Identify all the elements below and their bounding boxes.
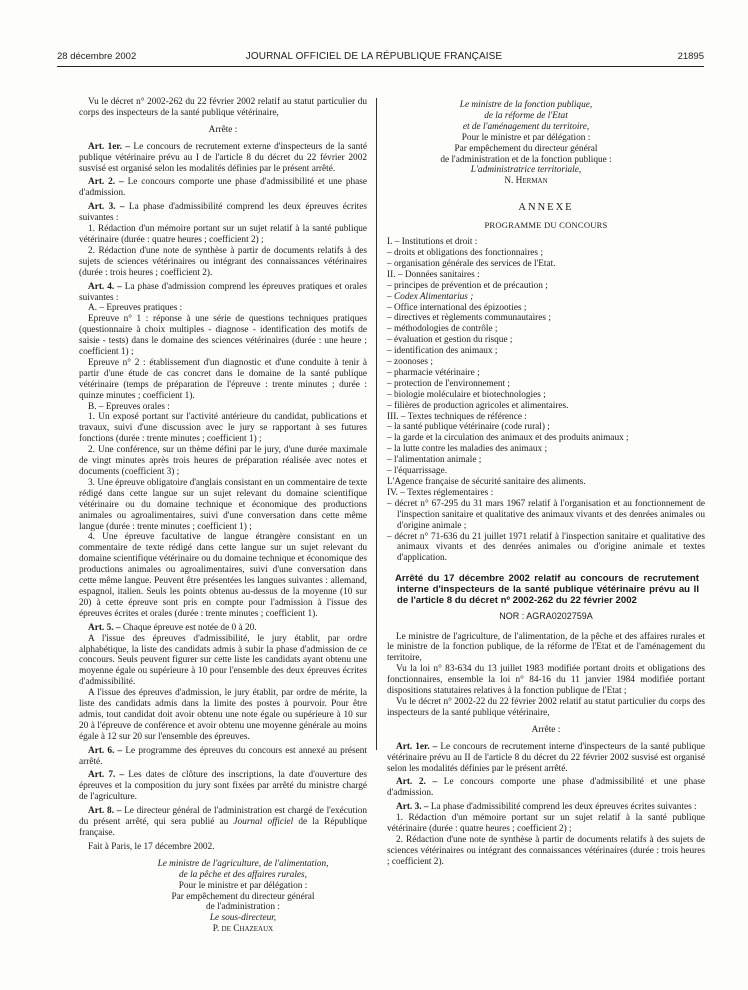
article-3-item-2: 2. Rédaction d'une note de synthèse à partir de documents relatifs à des sujets de sciences vétérinaires ou intégrant des connaissances vétérinaires (durée : trois heures ; coefficient 2). xyxy=(387,834,705,867)
article-3-item-1: 1. Rédaction d'un mémoire portant sur un sujet relatif à la santé publique vétérinaire (durée : quatre heures ; coefficient 2) ; xyxy=(387,813,705,835)
article-3-item-1: 1. Rédaction d'un mémoire portant sur un sujet relatif à la santé publique vétérinaire (durée : quatre heures ; coefficient 2) ; xyxy=(79,224,367,245)
section-b-item-1: 1. Un exposé portant sur l'activité antérieure du candidat, publications et travaux, suivi d'une discussion avec le jury se rapportant à ses futures fonctions (durée : trente minutes ; coefficient 1) ; xyxy=(79,412,367,445)
article-text: La phase d'admissibilité comprend les deux épreuves écrites suivantes : xyxy=(79,202,368,224)
signature-line: Par empêchement du directeur général xyxy=(171,891,315,902)
annex-list-item: – décret n° 67-295 du 31 mars 1967 relatif à l'organisation et au fonctionnement de l'inspection sanitaire et qualitative des animaux vivants et des denrées animales ou d'origine animale ; xyxy=(387,498,705,531)
signature-line: Par empêchement du directeur général xyxy=(454,143,598,154)
signature-line: Le ministre de l'agriculture, de l'alimentation, xyxy=(157,858,329,869)
signature-line: Le ministre de la fonction publique, xyxy=(459,100,593,110)
article-6 xyxy=(79,746,367,768)
article-text: Le concours de recrutement externe d'inspecteurs de la santé publique vétérinaire prévu au I de l'article 8 du décret du 22 février 2002 susvisé est organisé selon les modalités définies par le présent arrêté. xyxy=(79,141,367,174)
article-3-item-2: 2. Rédaction d'une note de synthèse à partir de documents relatifs à des sujets de sciences vétérinaires ou intégrant des connaissances vétérinaires (durée : trois heures ; coefficient 2). xyxy=(79,245,367,278)
annex-list-item: – évaluation et gestion du risque ; xyxy=(387,335,513,346)
annex-list-item: – pharmacie vétérinaire ; xyxy=(387,367,480,378)
annex-list-item: – décret n° 71-636 du 21 juillet 1971 relatif à l'inspection sanitaire et qualitative des animaux vivants et des denrées animales ou d'origine animale et textes d'application. xyxy=(387,531,705,564)
article-label: Art. 6. – xyxy=(88,745,123,756)
article-1 xyxy=(79,142,367,175)
section-b-item-4: 4. Une épreuve facultative de langue étrangère consistant en un commentaire de texte rédigé dans cette langue sur un sujet relevant du domaine scientifique vétérinaire ou du domaine technique et économique des productions animales ou agroalimentaires, suivi d'une conversation dans cette même langue. Peuvent être présentées les langues suivantes : allemand, espagnol, italien. Seuls les points obtenus au-dessus de la moyenne (10 sur 20) à cette épreuve sont pris en compte pour l'admission à l'issue des épreuves écrites et orales (durée : trente minutes ; coefficient 1). xyxy=(79,532,367,619)
left-signature-block xyxy=(79,859,367,935)
signature-line: et de l'aménagement du territoire, xyxy=(462,121,590,132)
signature-line: de l'administration : xyxy=(206,902,280,913)
signature-line: de la réforme de l'Etat xyxy=(484,110,568,121)
article-text-end: de la République française. xyxy=(79,817,368,838)
section-b-item-3: 3. Une épreuve obligatoire d'anglais consistant en un commentaire de texte rédigé dans cette langue sur un sujet relevant du domaine scientifique vétérinaire ou du domaine technique et économique des productions animales ou agroalimentaires, suivi d'une conversation dans cette même langue (durée : trente minutes ; coefficient 1) ; xyxy=(79,477,367,532)
article-5-paragraph-2: A l'issue des épreuves d'admissibilité, le jury établit, par ordre alphabétique, la liste des candidats admis à subir la phase d'admission de ce concours. Seuls peuvent figurer sur cette liste les candidats ayant obtenu une moyenne égale ou supérieure à 10 pour l'ensemble des deux épreuves écrites d'admissibilité. xyxy=(79,633,367,688)
annex-list-item: – l'alimentation animale ; xyxy=(387,455,482,466)
article-label: Art. 5. – xyxy=(88,622,121,633)
right-column xyxy=(387,97,705,868)
arrete-heading: Arrête : xyxy=(208,124,238,135)
annex-list-item: – l'équarrissage. xyxy=(387,466,448,477)
article-label: Art. 2. – xyxy=(88,177,124,188)
vu-loi: Vu la loi n° 83-634 du 13 juillet 1983 modifiée portant droits et obligations des fonctionnaires, ensemble la loi n° 84-16 du 11 janvier 1984 modifiée portant dispositions statutaires relatives à la fonction publique de l'Etat ; xyxy=(387,664,705,697)
signature-line: de l'administration et de la fonction publique : xyxy=(440,154,612,165)
article-1 xyxy=(387,742,705,775)
fait-a-paris: Fait à Paris, le 17 décembre 2002. xyxy=(88,841,215,852)
programme-heading: PROGRAMME DU CONCOURS xyxy=(484,220,608,231)
header-date: 28 décembre 2002 xyxy=(57,51,137,62)
section-a-item-2: Epreuve n° 2 : établissement d'un diagnostic et d'une conduite à tenir à partir d'une étude de cas concret dans le domaine de la santé publique vétérinaire (temps de préparation de l'épreuve : trente minutes ; durée : quinze minutes ; coefficient 1). xyxy=(79,357,367,401)
annex-list-item: – Codex Alimentarius ; xyxy=(387,291,474,302)
article-label: Art. 4. – xyxy=(88,281,122,292)
journal-officiel-ref: Journal officiel xyxy=(233,817,294,828)
annex-list-item: – la garde et la circulation des animaux et des produits animaux ; xyxy=(387,433,629,444)
article-5-paragraph-3: A l'issue des épreuves d'admission, le jury établit, par ordre de mérite, la liste des candidats admis dans la limite des postes à pourvoir. Pour être admis, tout candidat doit avoir obtenu une note égale ou supérieure à 10 sur 20 à l'épreuve de conférence et avoir obtenu une moyenne générale au moins égale à 12 sur 20 sur l'ensemble des épreuves. xyxy=(79,688,367,742)
article-text: Chaque épreuve est notée de 0 à 20. xyxy=(122,622,257,633)
signature-line: Le sous-directeur, xyxy=(209,913,277,924)
article-4 xyxy=(79,282,367,304)
article-3 xyxy=(387,802,705,813)
left-column xyxy=(79,97,367,935)
article-label: Art. 2. – xyxy=(396,777,438,788)
article-label: Art. 7. – xyxy=(88,770,125,781)
annex-list-heading: II. – Données sanitaires : xyxy=(387,269,480,280)
annex-list-item: – biologie moléculaire et biotechnologies ; xyxy=(387,389,546,400)
article-text: Les dates de clôture des inscriptions, la date d'ouverture des épreuves et la composition du jury sont fixées par arrêté du ministre chargé de l'agriculture. xyxy=(79,770,367,803)
annex-heading: ANNEXE xyxy=(518,202,574,214)
signature-line: Pour le ministre et par délégation : xyxy=(461,132,591,143)
article-label: Art. 8. – xyxy=(88,806,122,817)
vu-decret: Vu le décret n° 2002-22 du 22 février 2002 relatif au statut particulier du corps des inspecteurs de la santé publique vétérinaire, xyxy=(387,696,705,718)
article-label: Art. 3. – xyxy=(396,802,429,813)
annex-list-item: – droits et obligations des fonctionnaires ; xyxy=(387,247,543,258)
article-2 xyxy=(387,777,705,799)
right-signature-block xyxy=(387,97,705,187)
header-rule xyxy=(57,66,704,67)
signatory-name: P. de Chazeaux xyxy=(212,924,274,935)
annex-list-item: – Office international des épizooties ; xyxy=(387,302,527,313)
signatory-name: N. Herman xyxy=(504,176,548,187)
annex-list-item: – organisation générale des services de l'Etat. xyxy=(387,258,556,269)
signature-line: Pour le ministre et par délégation : xyxy=(178,880,308,891)
article-text: Le concours comporte une phase d'admissibilité et une phase d'admission. xyxy=(387,777,705,799)
column-divider xyxy=(376,98,377,750)
article-5 xyxy=(79,623,367,634)
annex-list xyxy=(387,237,705,564)
annex-list-heading: I. – Institutions et droit : xyxy=(387,237,478,248)
signature-line: L'administratrice territoriale, xyxy=(470,165,582,176)
annex-list-item: – zoonoses ; xyxy=(387,357,433,368)
annex-list-item: – protection de l'environnement ; xyxy=(387,378,511,389)
annex-list-heading: IV. – Textes réglementaires : xyxy=(387,487,494,498)
arrete-heading: Arrête : xyxy=(531,724,561,735)
annex-list-item: – la lutte contre les maladies des animaux ; xyxy=(387,444,548,455)
article-2 xyxy=(79,177,367,199)
article-text: Le directeur général de l'administration est chargé de l'exécution du présent arrêté, qui sera publié au xyxy=(79,806,367,828)
annex-list-item: – directives et règlements communautaires ; xyxy=(387,313,551,324)
article-8 xyxy=(79,806,367,839)
section-b-title: B. – Epreuves orales : xyxy=(88,401,170,412)
article-text: La phase d'admissibilité comprend les deux épreuves écrites suivantes : xyxy=(430,802,697,813)
annex-list-item: – principes de prévention et de précaution ; xyxy=(387,280,548,291)
article-text: La phase d'admission comprend les épreuves pratiques et orales suivantes : xyxy=(79,281,368,303)
annex-list-item: – la santé publique vétérinaire (code rural) ; xyxy=(387,422,550,433)
preamble-ministers: Le ministre de l'agriculture, de l'alimentation, de la pêche et des affaires rurales et le ministre de la fonction publique, de la réforme de l'Etat et de l'aménagement du territoire, xyxy=(387,631,705,664)
article-label: Art. 1er. – xyxy=(396,741,438,752)
annex-list-heading: III. – Textes techniques de référence : xyxy=(387,411,527,422)
vu-paragraph: Vu le décret n° 2002-262 du 22 février 2002 relatif au statut particulier du corps des inspecteurs de la santé publique vétérinaire, xyxy=(79,97,367,118)
journal-title: JOURNAL OFFICIEL DE LA RÉPUBLIQUE FRANÇAISE xyxy=(245,51,503,62)
signature-line: de la pêche et des affaires rurales, xyxy=(179,869,307,880)
article-label: Art. 3. – xyxy=(88,202,125,213)
article-text: Le concours comporte une phase d'admissibilité et une phase d'admission. xyxy=(79,177,367,199)
annex-list-item: – méthodologies de contrôle ; xyxy=(387,324,498,335)
section-b-item-2: 2. Une conférence, sur un thème défini par le jury, d'une durée maximale de vingt minutes après trois heures de préparation réalisée avec notes et documents (coefficient 3) ; xyxy=(79,445,367,477)
article-text: Le programme des épreuves du concours est annexé au présent arrêté. xyxy=(79,745,368,767)
page-number: 21895 xyxy=(677,51,704,62)
annex-list-heading: L'Agence française de sécurité sanitaire des aliments. xyxy=(387,477,586,487)
annex-list-item: – filières de production agricoles et alimentaires. xyxy=(387,400,569,411)
nor-reference: NOR : AGRA0202759A xyxy=(499,610,593,621)
annex-list-item: – identification des animaux ; xyxy=(387,346,498,357)
section-a-title: A. – Epreuves pratiques : xyxy=(88,303,183,314)
section-a-item-1: Epreuve n° 1 : réponse à une série de questions techniques pratiques (questionnaire à choix multiples - diagnose - identification des motifs de saisie - tests) dans le domaine des sciences vétérinaires (durée : une heure ; coefficient 1) ; xyxy=(79,314,367,358)
arrete-title: Arrêté du 17 décembre 2002 relatif au concours de recrutement interne d'inspecteurs de la santé publique vétérinaire prévu au II de l'article 8 du décret nº 2002-262 du 22 février 2002 xyxy=(395,573,699,606)
article-label: Art. 1er. – xyxy=(88,141,131,152)
article-3 xyxy=(79,202,367,224)
article-7 xyxy=(79,770,367,803)
article-text: Le concours de recrutement interne d'inspecteurs de la santé publique vétérinaire prévu au II de l'article 8 du décret du 22 février 2002 susvisé est organisé selon les modalités définies par le présent arrêté. xyxy=(387,741,705,774)
